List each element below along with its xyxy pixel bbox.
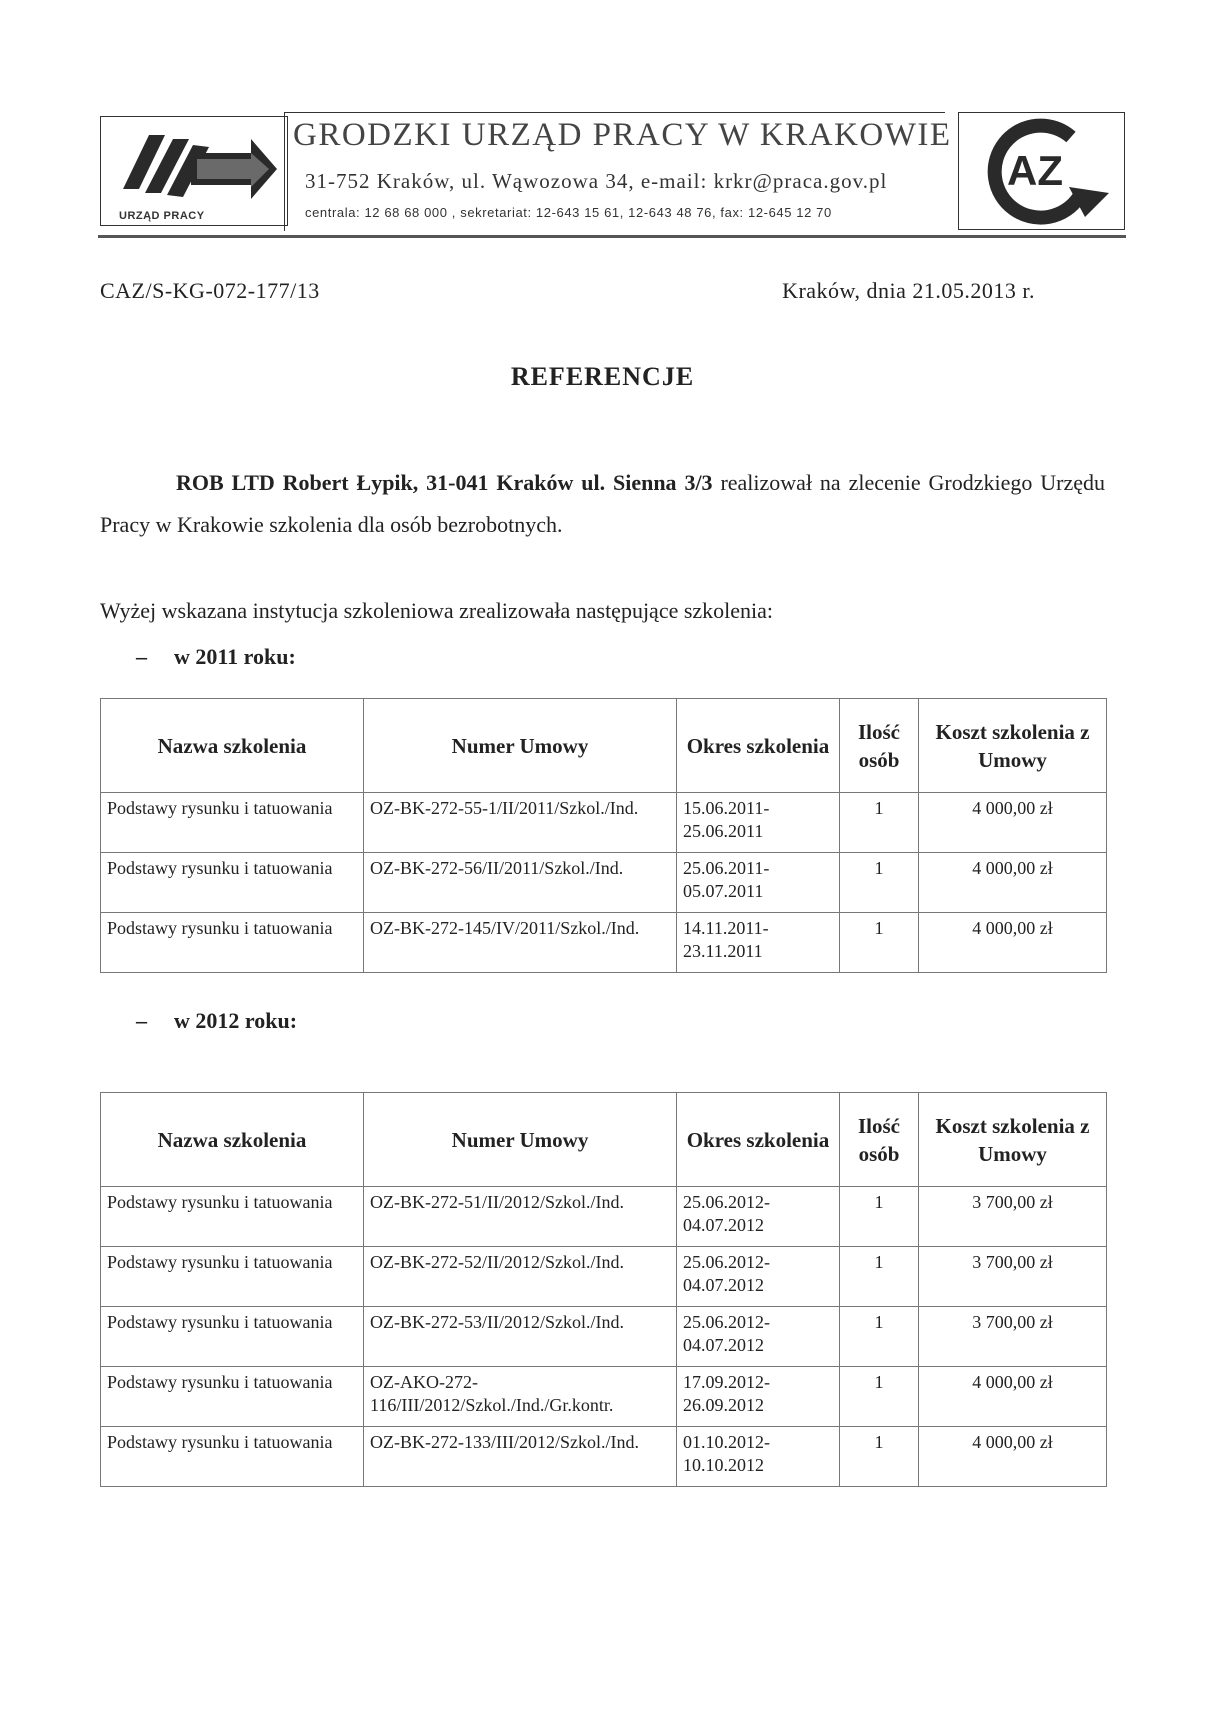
place-date: Kraków, dnia 21.05.2013 r. <box>782 278 1035 303</box>
caz-logo-text: AZ <box>1007 147 1063 194</box>
cell-cost: 3 700,00 zł <box>919 1307 1107 1367</box>
table-row <box>101 913 1107 973</box>
cell-name: Podstawy rysunku i tatuowania <box>101 913 364 973</box>
table-row <box>101 1307 1107 1367</box>
cell-cost: 4 000,00 zł <box>919 853 1107 913</box>
cell-count: 1 <box>840 1427 919 1487</box>
cell-period: 25.06.2012-04.07.2012 <box>677 1307 840 1367</box>
cell-number: OZ-BK-272-145/IV/2011/Szkol./Ind. <box>364 913 677 973</box>
cell-period: 25.06.2012-04.07.2012 <box>677 1187 840 1247</box>
office-address: 31-752 Kraków, ul. Wąwozowa 34, e-mail: krkr@praca.gov.pl <box>305 169 888 193</box>
cell-name: Podstawy rysunku i tatuowania <box>101 1307 364 1367</box>
cell-name: Podstawy rysunku i tatuowania <box>101 1187 364 1247</box>
cell-cost: 3 700,00 zł <box>919 1187 1107 1247</box>
intro-text: realizował na zlecenie Grodzkiego Urzędu Pracy w Krakowie szkolenia dla osób bezrobotnych. <box>100 470 1105 537</box>
caz-logo <box>958 112 1125 230</box>
letterhead <box>100 112 1125 232</box>
cell-cost: 4 000,00 zł <box>919 1427 1107 1487</box>
cell-period: 17.09.2012-26.09.2012 <box>677 1367 840 1427</box>
table-row <box>101 793 1107 853</box>
cell-count: 1 <box>840 793 919 853</box>
cell-number: OZ-BK-272-53/II/2012/Szkol./Ind. <box>364 1307 677 1367</box>
heading-2012-text: w 2012 roku: <box>174 1008 298 1033</box>
document-title: REFERENCJE <box>510 362 695 391</box>
col-cost: Koszt szkolenia z Umowy <box>919 1093 1107 1187</box>
col-count: Ilość osób <box>840 1093 919 1187</box>
table-row <box>101 1187 1107 1247</box>
cell-period: 01.10.2012-10.10.2012 <box>677 1427 840 1487</box>
cell-number: OZ-BK-272-55-1/II/2011/Szkol./Ind. <box>364 793 677 853</box>
trainings-table-2011 <box>100 698 1107 973</box>
arrows-logo-icon <box>101 117 287 207</box>
col-cost: Koszt szkolenia z Umowy <box>919 699 1107 793</box>
reference-number: CAZ/S-KG-072-177/13 <box>100 278 320 303</box>
cell-count: 1 <box>840 1307 919 1367</box>
table-row <box>101 853 1107 913</box>
cell-count: 1 <box>840 1367 919 1427</box>
letterhead-text <box>284 112 952 231</box>
cell-name: Podstawy rysunku i tatuowania <box>101 793 364 853</box>
table-header-row <box>101 1093 1107 1187</box>
col-name: Nazwa szkolenia <box>101 1093 364 1187</box>
cell-cost: 4 000,00 zł <box>919 793 1107 853</box>
cell-count: 1 <box>840 1187 919 1247</box>
office-contact: centrala: 12 68 68 000 , sekretariat: 12-643 15 61, 12-643 48 76, fax: 12-645 12 70 <box>305 205 832 220</box>
office-name: GRODZKI URZĄD PRACY W KRAKOWIE <box>293 117 952 153</box>
col-count: Ilość osób <box>840 699 919 793</box>
cell-period: 25.06.2011-05.07.2011 <box>677 853 840 913</box>
trainings-table-2012 <box>100 1092 1107 1487</box>
cell-count: 1 <box>840 1247 919 1307</box>
urzad-pracy-logo <box>100 116 288 226</box>
col-number: Numer Umowy <box>364 699 677 793</box>
logo-caption: URZĄD PRACY <box>119 210 205 222</box>
col-period: Okres szkolenia <box>677 1093 840 1187</box>
intro-paragraph <box>100 462 1105 546</box>
cell-name: Podstawy rysunku i tatuowania <box>101 1427 364 1487</box>
cell-name: Podstawy rysunku i tatuowania <box>101 1247 364 1307</box>
table-row <box>101 1247 1107 1307</box>
col-number: Numer Umowy <box>364 1093 677 1187</box>
cell-number: OZ-AKO-272-116/III/2012/Szkol./Ind./Gr.kontr. <box>364 1367 677 1427</box>
cell-cost: 3 700,00 zł <box>919 1247 1107 1307</box>
cell-name: Podstawy rysunku i tatuowania <box>101 853 364 913</box>
col-name: Nazwa szkolenia <box>101 699 364 793</box>
heading-2011-text: w 2011 roku: <box>174 644 296 669</box>
table-row <box>101 1427 1107 1487</box>
heading-2011: – w 2011 roku: <box>136 644 296 669</box>
cell-cost: 4 000,00 zł <box>919 1367 1107 1427</box>
table-row <box>101 1367 1107 1427</box>
cell-count: 1 <box>840 913 919 973</box>
cell-number: OZ-BK-272-51/II/2012/Szkol./Ind. <box>364 1187 677 1247</box>
col-period: Okres szkolenia <box>677 699 840 793</box>
cell-count: 1 <box>840 853 919 913</box>
list-intro: Wyżej wskazana instytucja szkoleniowa zrealizowała następujące szkolenia: <box>100 598 774 623</box>
table-header-row <box>101 699 1107 793</box>
caz-arrow-logo-icon <box>959 113 1123 228</box>
company-name: ROB LTD Robert Łypik, 31-041 Kraków ul. Sienna 3/3 <box>176 470 713 495</box>
cell-period: 25.06.2012-04.07.2012 <box>677 1247 840 1307</box>
cell-number: OZ-BK-272-52/II/2012/Szkol./Ind. <box>364 1247 677 1307</box>
heading-2012: – w 2012 roku: <box>136 1008 298 1033</box>
cell-period: 15.06.2011-25.06.2011 <box>677 793 840 853</box>
cell-cost: 4 000,00 zł <box>919 913 1107 973</box>
cell-period: 14.11.2011-23.11.2011 <box>677 913 840 973</box>
cell-number: OZ-BK-272-56/II/2011/Szkol./Ind. <box>364 853 677 913</box>
header-divider <box>98 235 1126 238</box>
cell-number: OZ-BK-272-133/III/2012/Szkol./Ind. <box>364 1427 677 1487</box>
cell-name: Podstawy rysunku i tatuowania <box>101 1367 364 1427</box>
